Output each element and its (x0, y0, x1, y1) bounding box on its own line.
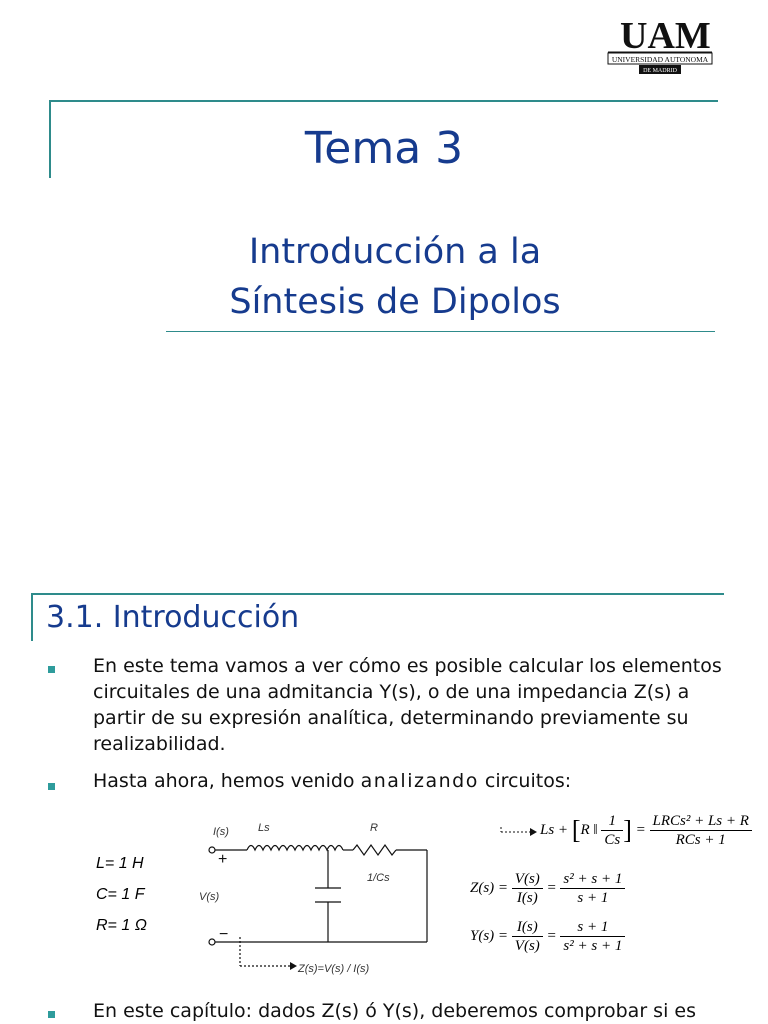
slide-subtitle-line2: Síntesis de Dipolos (229, 282, 561, 322)
eq2-num1: V(s) (512, 870, 543, 889)
title-frame-top-rule (49, 100, 718, 102)
resistor-symbol (353, 845, 396, 855)
input-terminal-top (209, 847, 215, 853)
eq1-num2: LRCs² + Ls + R (650, 812, 752, 831)
slide-subtitle-line1: Introducción a la (248, 232, 542, 272)
eq2-den1: I(s) (516, 890, 538, 906)
eq3-num2: s + 1 (560, 918, 625, 937)
equation-ladder: Ls + [R ‖ $\frac{1}{Cs}$ ] = $\frac{\text{LRCs² + Ls + R}}{\text{RCs + 1}}$ (540, 812, 752, 849)
bullet-text-2 (93, 768, 733, 794)
university-logo (606, 14, 714, 76)
bullet-marker-2 (48, 783, 55, 790)
eq3-lhs: Y(s) = (470, 928, 509, 944)
eq2-lhs: Z(s) = (470, 880, 509, 896)
section-frame-left-rule (31, 593, 33, 641)
label-inductor: Ls (258, 822, 270, 834)
eq1-den1: Cs (604, 832, 621, 848)
eq3-den2: s² + s + 1 (563, 938, 623, 954)
label-plus: + (218, 851, 228, 868)
eq1-lhs: Ls + (540, 822, 572, 838)
equation-admittance: Y(s) = $\frac{I(s)}{V(s)}$ = $\frac{s + 1}{\text{s² + s + 1}}$ (470, 918, 625, 955)
equation-arrow (500, 822, 540, 842)
equation-impedance: Z(s) = $\frac{V(s)}{I(s)}$ = $\frac{\text{s² + s + 1}}{s + 1}$ (470, 870, 625, 907)
eq2-num2: s² + s + 1 (560, 870, 625, 889)
bullet-marker-3 (48, 1011, 55, 1018)
uam-logo-mark (606, 14, 714, 76)
bullet-text-1: En este tema vamos a ver cómo es posible calcular los elementos circuitales de una admitancia Y(s), o de una impedancia Z(s) a partir de su expresión analítica, determinando previamente su realizabilidad. (93, 655, 722, 755)
bullet-text-3: En este capítulo: dados Z(s) ó Y(s), deberemos comprobar si es (93, 1000, 696, 1022)
eq3-den1: V(s) (514, 938, 540, 954)
label-voltage: V(s) (199, 891, 220, 903)
label-current: I(s) (213, 826, 229, 838)
logo-mark-text: UAM (620, 15, 711, 57)
label-minus: − (219, 926, 229, 943)
rlc-circuit-diagram (195, 815, 465, 980)
bullet2-post: circuitos: (478, 770, 572, 792)
eq1-bracket: R ‖ (580, 822, 598, 838)
bullet2-emphasis: analizando (360, 770, 479, 792)
eq1-den2: RCs + 1 (675, 832, 726, 848)
label-resistor: R (370, 822, 378, 834)
inductor-symbol (247, 846, 343, 851)
value-resistance: R= 1 Ω (96, 917, 147, 934)
logo-line1: UNIVERSIDAD AUTONOMA (611, 55, 709, 64)
label-impedance: Z(s)=V(s) / I(s) (298, 963, 370, 975)
section-title: 3.1. Introducción (46, 600, 300, 635)
input-terminal-bottom (209, 939, 215, 945)
section-frame-top-rule (31, 593, 724, 595)
value-inductance: L= 1 H (96, 855, 144, 872)
logo-line2: DE MADRID (643, 68, 677, 74)
bullet2-pre: Hasta ahora, hemos venido (93, 770, 361, 792)
subtitle-underline-rule (166, 331, 715, 332)
eq2-den2: s + 1 (577, 890, 609, 906)
label-capacitor: 1/Cs (367, 872, 390, 884)
eq3-num1: I(s) (512, 918, 543, 937)
eq1-num1: 1 (601, 812, 623, 831)
bullet-marker-1 (48, 666, 55, 673)
slide-title: Tema 3 (304, 123, 464, 174)
value-capacitance: C= 1 F (96, 886, 145, 903)
